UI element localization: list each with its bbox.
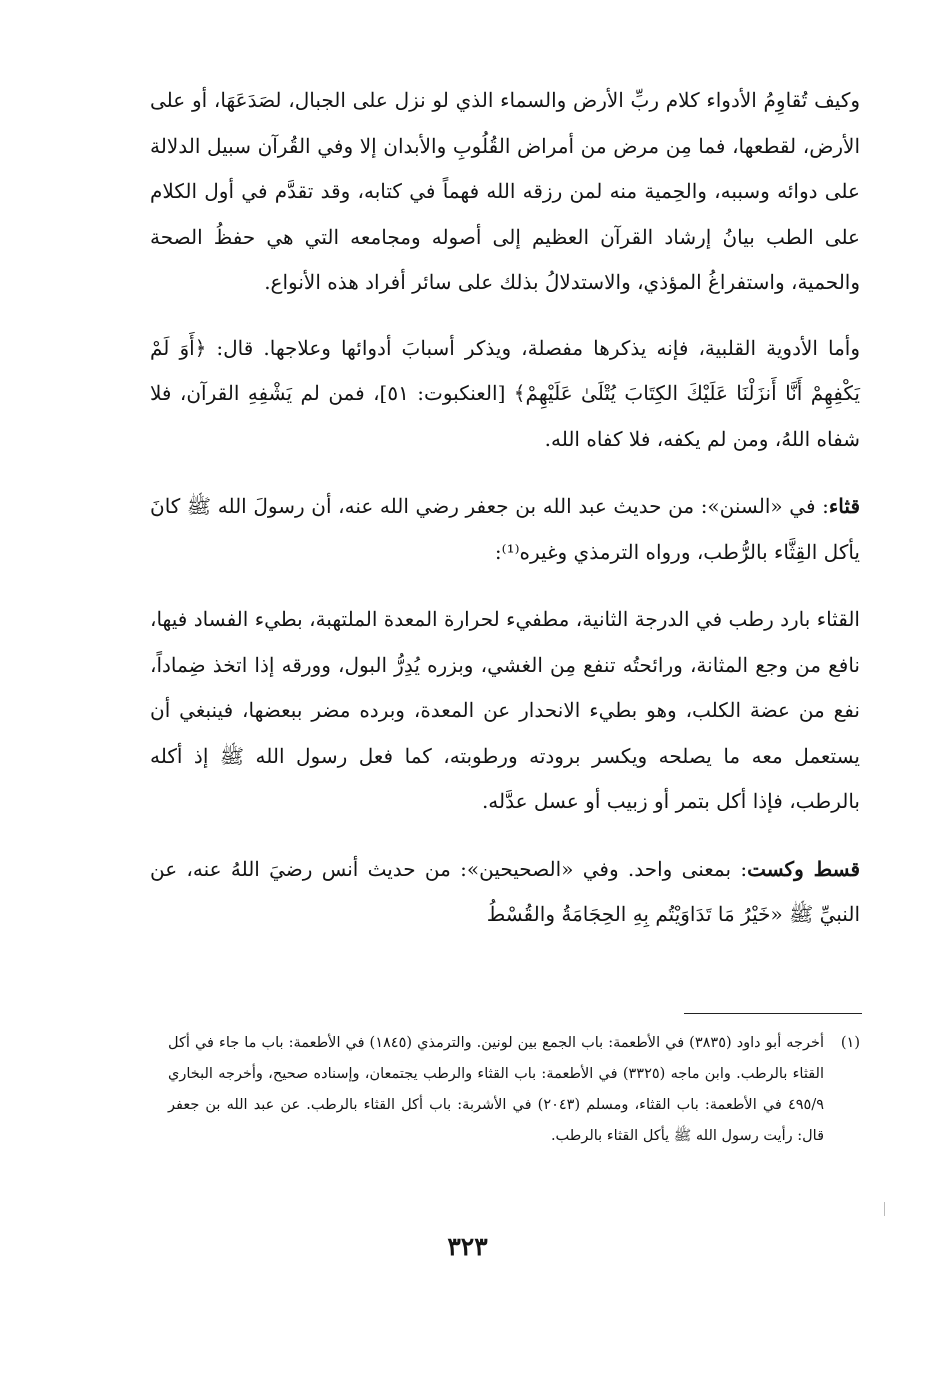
footnote-text: أخرجه أبو داود (٣٨٣٥) في الأطعمة: باب الجمع بين لونين. والترمذي (١٨٤٥) في الأطعمة: باب ما جاء في أكل القثاء بالرطب. وابن ماجه (٣٣٢٥) في الأطعمة: باب القثاء والرطب يجتمعان، وإسناده صحيح، وأخرجه البخاري ٤٩٥/٩ في الأطعمة: باب القثاء، ومسلم (٢٠٤٣) في الأشربة: باب أكل القثاء بالرطب. عن عبد الله بن جعفر قال: رأيت رسول الله ﷺ يأكل القثاء بالرطب. <box>168 1035 825 1144</box>
footnote-separator <box>684 1013 862 1014</box>
paragraph-2: وأما الأدوية القلبية، فإنه يذكرها مفصلة، ويذكر أسبابَ أدوائها وعلاجها. قال: ﴿أَوَ لَمْ يَكْفِهِمْ أَنَّا أَنزَلْنَا عَلَيْكَ الكِتَابَ يُتْلَىٰ عَلَيْهِمْ﴾ [العنكبوت: ٥١]، فمن لم يَشْفِهِ القرآن، فلا شفاه اللهُ، ومن لم يكفه، فلا كفاه الله. <box>150 335 860 451</box>
entry-heading-qust: قسط وكست <box>747 856 861 881</box>
footnotes <box>168 1028 860 1152</box>
page-number: ٣٢٣ <box>447 1232 488 1261</box>
margin-mark <box>884 1202 885 1216</box>
paragraph-4: القثاء بارد رطب في الدرجة الثانية، مطفيء لحرارة المعدة الملتهبة، بطيء الفساد فيها، نافع من وجع المثانة، ورائحتُه تنفع مِن الغشي، وبزره يُدِرُّ البول، وورقه إذا اتخذ ضِماداً، نفع من عضة الكلب، وهو بطيء الانحدار عن المعدة، وبرده مضر ببعضها، فينبغي أن يستعمل معه ما يصلحه ويكسر برودته ورطوبته، كما فعل رسول الله ﷺ إذ أكله بالرطب، فإذا أكل بتمر أو زبيب أو عسل عدَّله. <box>150 607 860 813</box>
paragraph-5-body: : بمعنى واحد. وفي «الصحيحين»: من حديث أنس رضيَ اللهُ عنه، عن النبيِّ ﷺ «خَيْرُ مَا تَدَاوَيْتُم بِهِ الحِجَامَةُ والقُسْطُ <box>150 856 860 926</box>
paragraph-1: وكيف تُقاوِمُ الأدواء كلام ربِّ الأرض والسماء الذي لو نزل على الجبال، لصَدَعَهَا، أو على الأرض، لقطعها، فما مِن مرض من أمراض القُلُوبِ والأبدان إلا وفي القُرآن سبيل الدلالة على دوائه وسببه، والحِمية منه لمن رزقه الله فهماً في كتابه، وقد تقدَّم في أول الكلام على الطب بيانُ إرشاد القرآن العظيم إلى أصوله ومجامعه التي هي حفظُ الصحة والحمية، واستفراغُ المؤذي، والاستدلالُ بذلك على سائر أفراد هذه الأنواع. <box>150 88 860 294</box>
main-text <box>150 78 860 938</box>
paragraph-3-body: : في «السنن»: من حديث عبد الله بن جعفر رضي الله عنه، أن رسولَ الله ﷺ كانَ يأكل القِثَّاء بالرُّطب، ورواه الترمذي وغيره⁽¹⁾: <box>150 494 860 564</box>
entry-heading-qiththa: قثاء <box>828 494 860 518</box>
paragraph-3 <box>150 484 860 575</box>
paragraph-5 <box>150 847 860 938</box>
footnote-item <box>168 1028 860 1152</box>
footnote-number: (١) <box>840 1035 860 1051</box>
